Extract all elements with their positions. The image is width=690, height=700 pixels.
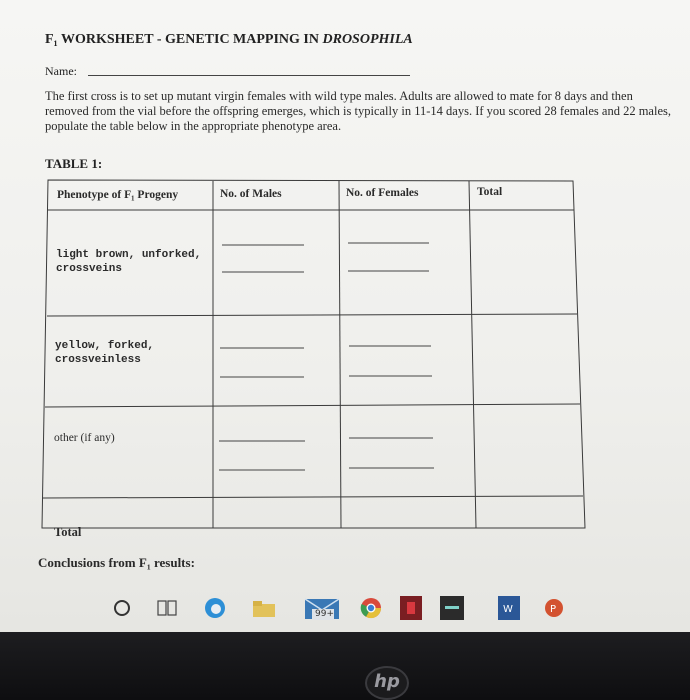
col-divider-3	[469, 181, 476, 528]
mail-badge: 99+	[315, 609, 334, 619]
header-males: No. of Males	[220, 188, 282, 200]
total-label: Total	[54, 525, 82, 539]
header-total: Total	[477, 186, 503, 198]
hp-logo: hp	[365, 666, 409, 700]
svg-text:W: W	[503, 604, 513, 614]
row1-phenotype-line1: light brown, unforked,	[56, 249, 202, 261]
mail-icon[interactable]	[302, 596, 342, 620]
header-females: No. of Females	[346, 187, 419, 199]
col-divider-2	[339, 181, 341, 528]
powerpoint-icon[interactable]	[542, 596, 566, 620]
conclusions-heading: Conclusions from F₁ results:	[38, 555, 195, 570]
word-icon[interactable]	[498, 596, 520, 620]
table-label: TABLE 1:	[45, 156, 103, 171]
name-label: Name:	[45, 64, 77, 78]
start-circle-icon[interactable]	[110, 596, 134, 620]
app-red-icon[interactable]	[400, 596, 422, 620]
title-prefix: F₁ WORKSHEET - GENETIC MAPPING IN	[45, 32, 323, 47]
task-view-icon[interactable]	[154, 596, 180, 620]
folder-icon[interactable]	[250, 596, 278, 620]
row2-phenotype-line1: yellow, forked,	[55, 340, 155, 352]
instructions-paragraph: The first cross is to set up mutant virgin females with wild type males. Adults are allowed to mate for 8 days and then removed from the vial before the offspring emerges, which is typically in 11-14 days. If you scored 28 females and 22 males, populate the table below in the appropriate phenotype area.	[45, 89, 671, 133]
row-divider-2	[45, 404, 580, 407]
app-dark-icon[interactable]	[440, 596, 464, 620]
row2-phenotype-line2: crossveinless	[55, 354, 141, 366]
row1-phenotype-line2: crossveins	[56, 263, 123, 275]
title-species: DROSOPHILA	[322, 32, 413, 47]
chrome-icon[interactable]	[358, 596, 384, 620]
edge-icon[interactable]	[202, 596, 228, 620]
laptop-bezel	[0, 632, 690, 700]
header-phenotype: Phenotype of F₁ Progeny	[57, 189, 179, 201]
svg-text:P: P	[550, 604, 557, 615]
row-divider-3	[43, 496, 583, 498]
taskbar	[90, 596, 590, 626]
row-divider-1	[47, 314, 577, 316]
row3-phenotype: other (if any)	[54, 432, 115, 444]
